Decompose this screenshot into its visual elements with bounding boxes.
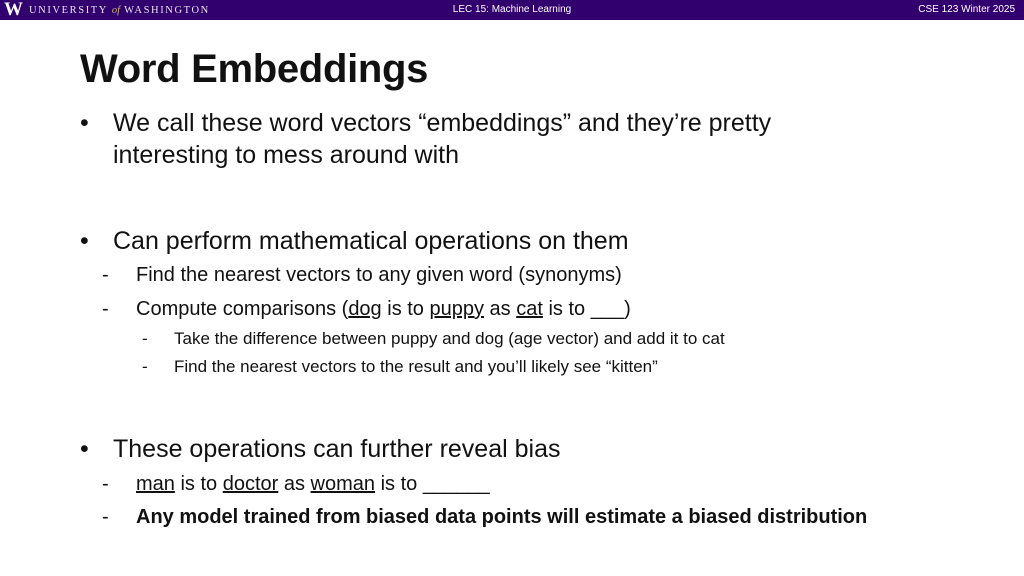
word-doctor: doctor <box>222 473 279 495</box>
dash-marker: - <box>102 473 109 495</box>
bullet-2-text: Can perform mathematical operations on them <box>113 227 629 255</box>
slide-title: Word Embeddings <box>80 47 429 91</box>
dash-marker: - <box>102 506 109 528</box>
bullet-2-sub-1: Find the nearest vectors to any given word (synonyms) <box>136 264 622 286</box>
bullet-marker: • <box>80 109 89 137</box>
word-puppy: puppy <box>429 298 484 320</box>
lecture-title: LEC 15: Machine Learning <box>452 4 572 15</box>
university-wordmark: UNIVERSITY of WASHINGTON <box>29 4 210 16</box>
bullet-1-line-1: We call these word vectors “embeddings” and they’re pretty <box>113 109 772 137</box>
word-cat: cat <box>516 298 543 320</box>
word-dog: dog <box>348 298 382 320</box>
bullet-2-sub-2-child-2: Find the nearest vectors to the result and you’ll likely see “kitten” <box>174 357 658 376</box>
word-woman: woman <box>310 473 376 495</box>
word-man: man <box>136 473 175 495</box>
dash-marker: - <box>142 357 148 376</box>
bullet-3-text: These operations can further reveal bias <box>113 435 561 463</box>
dash-marker: - <box>142 329 148 348</box>
bullet-marker: • <box>80 435 89 463</box>
dash-marker: - <box>102 298 109 320</box>
bullet-2-sub-2-child-1: Take the difference between puppy and dog (age vector) and add it to cat <box>174 329 725 348</box>
bullet-1-line-2: interesting to mess around with <box>113 141 460 169</box>
bullet-3-sub-2: Any model trained from biased data points will estimate a biased distribution <box>136 506 868 528</box>
bullet-3-sub-1: man is to doctor as woman is to ______ <box>136 473 490 495</box>
dash-marker: - <box>102 264 109 286</box>
uw-w-logo-icon: W <box>4 0 23 20</box>
course-label: CSE 123 Winter 2025 <box>918 4 1015 15</box>
bullet-marker: • <box>80 227 89 255</box>
bullet-2-sub-2: Compute comparisons (dog is to puppy as cat is to ___) <box>136 298 631 320</box>
header-bar <box>0 0 1024 20</box>
